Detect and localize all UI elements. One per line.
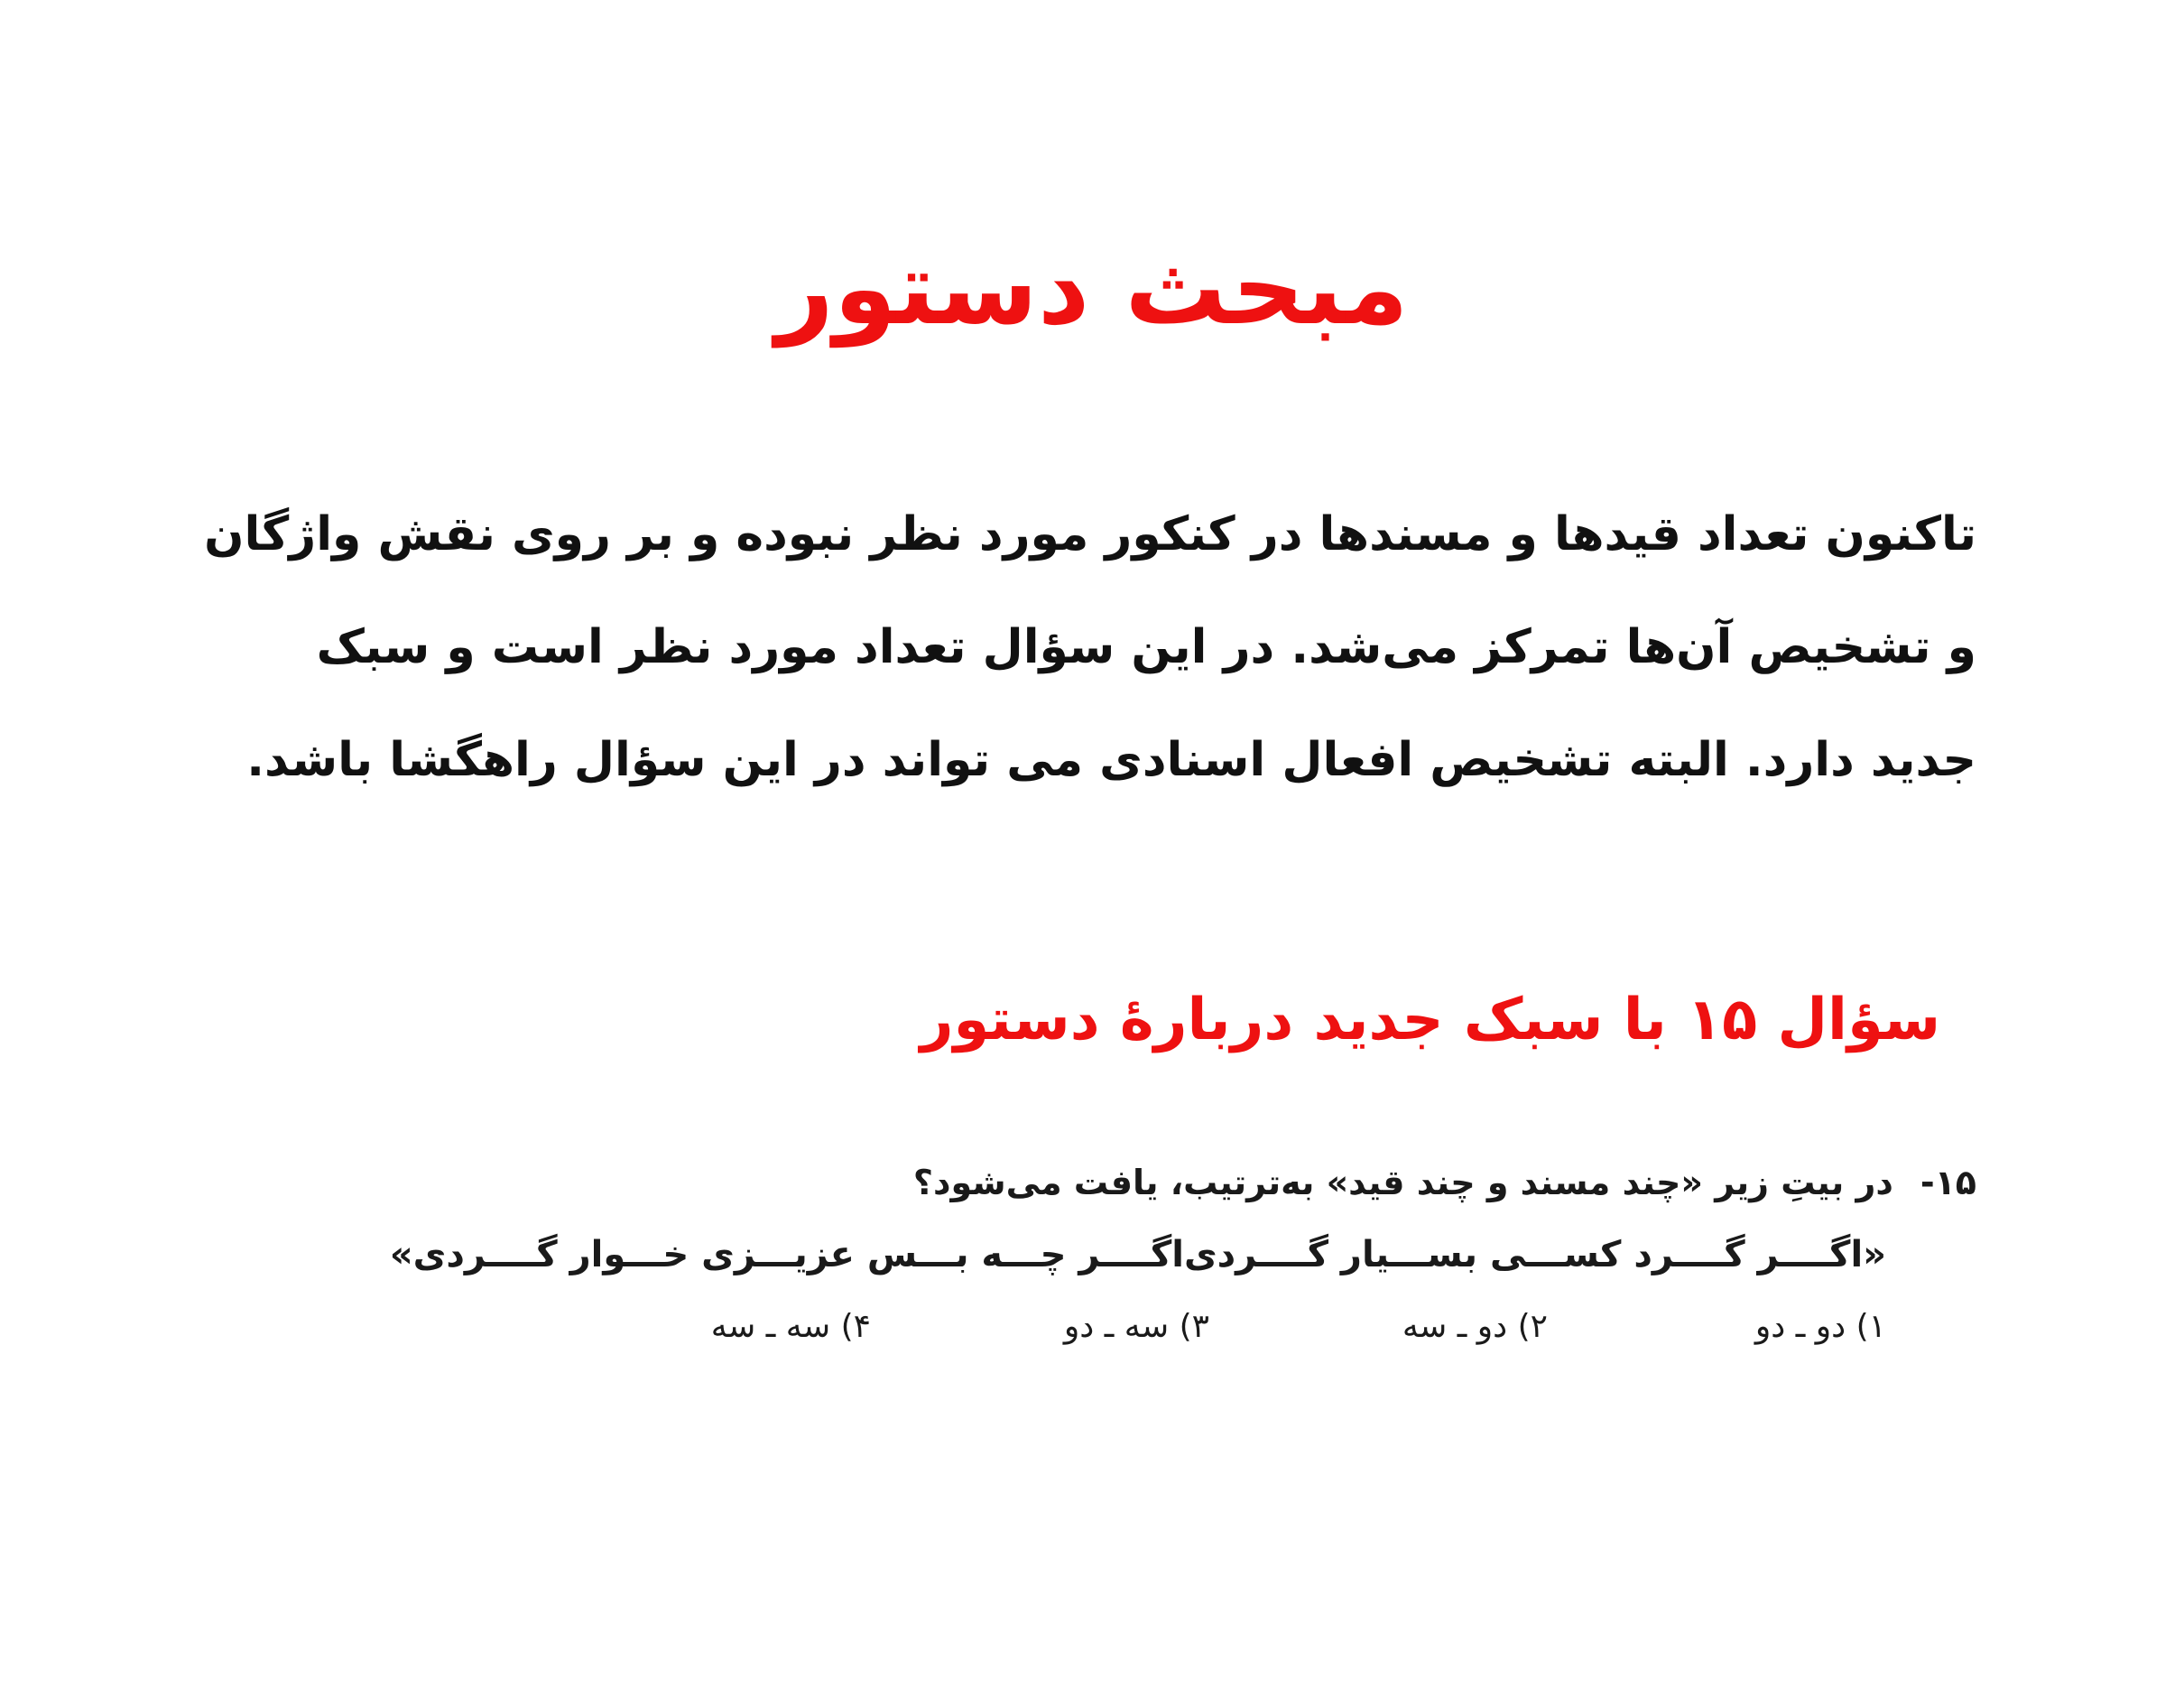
question-verse	[389, 1228, 1886, 1282]
answer-option: ۱) دو ـ دو	[1754, 1308, 1886, 1345]
intro-paragraph	[204, 478, 1976, 817]
intro-line: و تشخیص آن‌ها تمرکز می‌شد. در این سؤال تعداد مورد نظر است و سبک	[316, 620, 1976, 674]
intro-line: تاکنون تعداد قیدها و مسندها در کنکور مورد نظر نبوده و بر روی نقش واژگان	[204, 507, 1976, 561]
question-number: ۱۵-	[1920, 1163, 1976, 1202]
answer-options	[532, 1300, 1886, 1354]
answer-option: ۴) سه ـ سه	[710, 1308, 871, 1345]
verse-hemistich-2: اگــــر چـــه بـــس عزیـــزی خـــوار گــــردی»	[389, 1234, 1184, 1275]
section-subtitle: سؤال ۱۵ با سبک جدید دربارهٔ دستور	[920, 987, 1940, 1053]
exam-question	[389, 1155, 1976, 1372]
answer-option: ۲) دو ـ سه	[1402, 1308, 1548, 1345]
answer-option: ۳) سه ـ دو	[1063, 1308, 1209, 1345]
verse-hemistich-1: «اگــــر گــــرد کســـی بســـیار گــــردی	[1183, 1234, 1886, 1275]
page-title: مبحث دستور	[775, 230, 1409, 348]
intro-line: جدید دارد. البته تشخیص افعال اسنادی می تواند در این سؤال راهگشا باشد.	[246, 733, 1976, 787]
question-stem-row	[913, 1155, 1976, 1210]
question-stem: در بیتِ زیر «چند مسند و چند قید» به‌ترتیب، یافت می‌شود؟	[912, 1163, 1893, 1202]
